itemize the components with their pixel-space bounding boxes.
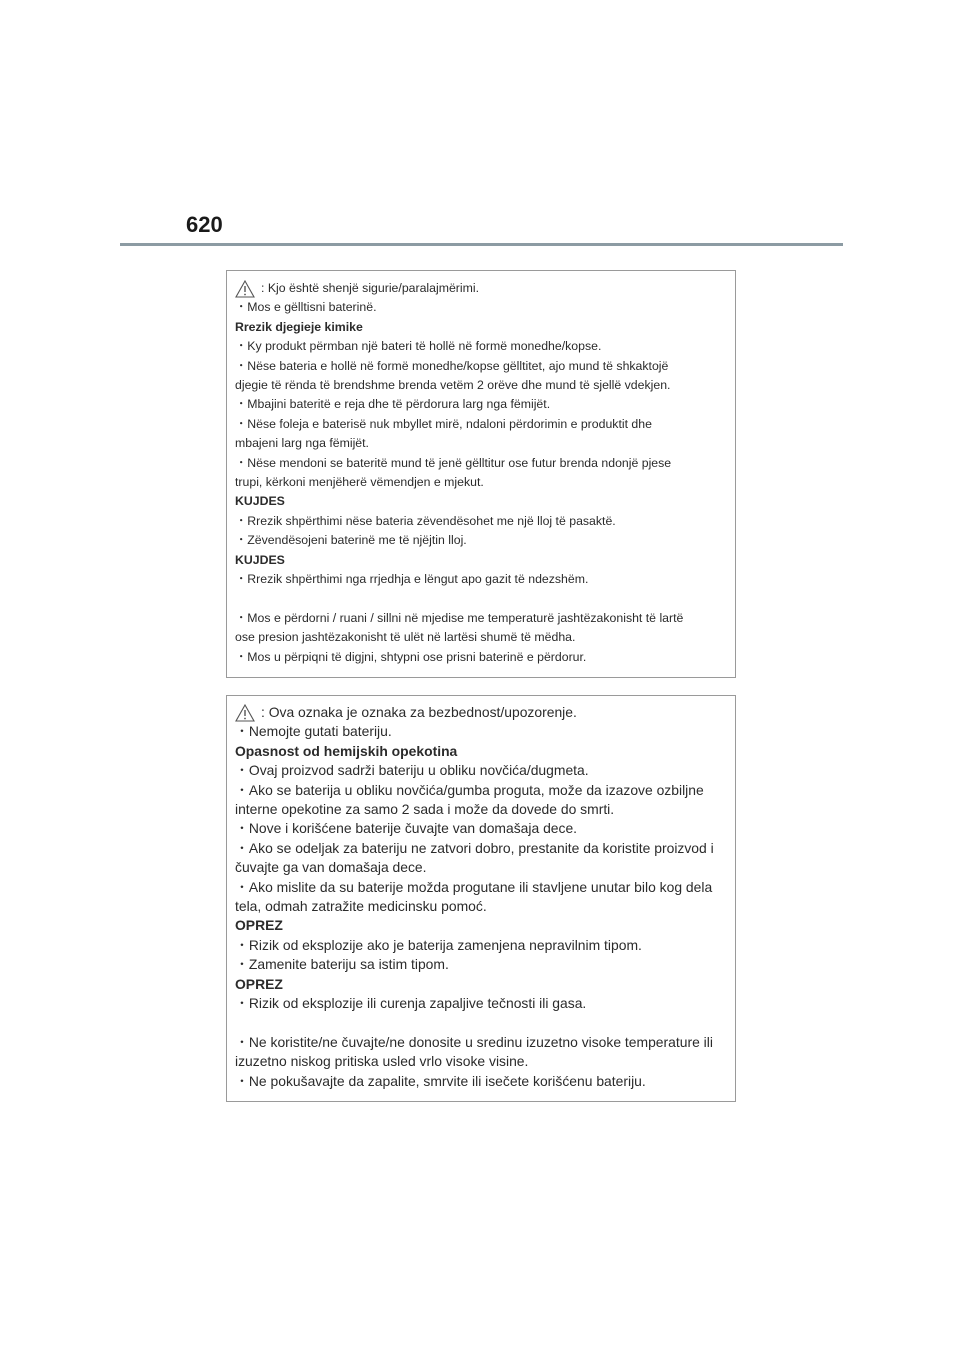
section-heading: OPREZ [235,917,283,934]
text-line: ・Mbajini bateritë e reja dhe të përdorura larg nga fëmijët. [235,397,551,412]
warning-header [235,703,735,722]
page-number: 620 [186,212,223,237]
warning-line-text: : Ova oznaka je oznaka za bezbednost/upozorenje. [261,704,577,720]
text-line: ・Nëse mendoni se bateritë mund të jenë gëlltitur ose futur brenda ndonjë pjese [235,455,672,470]
text-line: ・Nemojte gutati bateriju. [235,723,392,740]
text-line: ・Nove i korišćene baterije čuvajte van domašaja dece. [235,820,578,837]
text-line: ・Nëse bateria e hollë në formë monedhe/kopse gëlltitet, ajo mund të shkaktojë [235,358,669,373]
text-line: tela, odmah zatražite medicinsku pomoć. [235,898,487,915]
text-line: ・Zamenite bateriju sa istim tipom. [235,956,449,973]
warning-box-albanian [226,270,736,678]
section-heading: Opasnost od hemijskih opekotina [235,742,458,759]
text-line: djegie të rënda të brendshme brenda vetëm 2 orëve dhe mund të sjellë vdekjen. [235,378,671,393]
text-line: ・Ako se baterija u obliku novčića/gumba proguta, može da izazove ozbiljne [235,781,704,798]
text-line: ・Rrezik shpërthimi nëse bateria zëvendësohet me një lloj të pasaktë. [235,513,616,528]
text-line: ・Ne koristite/ne čuvajte/ne donosite u sredinu izuzetno visoke temperature ili [235,1033,713,1050]
text-line: ・Mos u përpiqni të digjni, shtypni ose prisni baterinë e përdorur. [235,649,587,664]
text-line: čuvajte ga van domašaja dece. [235,859,427,876]
text-line: ・Ovaj proizvod sadrži bateriju u obliku novčića/dugmeta. [235,762,589,779]
header-rule [120,243,843,246]
text-line: ・Ne pokušavajte da zapalite, smrvite ili isečete korišćenu bateriju. [235,1072,646,1089]
warning-line-text: : Kjo është shenjë sigurie/paralajmërimi. [261,281,480,295]
text-line: ・Ako se odeljak za bateriju ne zatvori dobro, prestanite da koristite proizvod i [235,839,714,856]
warning-body [235,722,735,1091]
warning-header [235,279,735,298]
warning-box-serbian [226,695,736,1102]
warning-triangle-icon [235,280,255,298]
spacer [235,590,735,609]
text-line: ・Ako mislite da su baterije možda progutane ili stavljene unutar bilo kog dela [235,878,713,895]
text-line: interne opekotine za samo 2 sada i može da dovede do smrti. [235,801,615,818]
text-line: ・Rizik od eksplozije ili curenja zapaljive tečnosti ili gasa. [235,995,587,1012]
text-line: ・Zëvendësojeni baterinë me të njëjtin lloj. [235,533,467,548]
text-line: ・Ky produkt përmban një bateri të hollë në formë monedhe/kopse. [235,339,602,354]
warning-body [235,298,735,667]
text-line: ・Mos e gëlltisni baterinë. [235,300,377,315]
text-line: mbajeni larg nga fëmijët. [235,436,369,451]
section-heading: KUJDES [235,552,285,567]
text-line: ・Rizik od eksplozije ako je baterija zamenjena nepravilnim tipom. [235,936,642,953]
spacer [235,1014,735,1033]
section-heading: KUJDES [235,494,285,509]
section-heading: Rrezik djegieje kimike [235,319,363,334]
text-line: ・Mos e përdorni / ruani / sillni në mjedise me temperaturë jashtëzakonisht të lartë [235,610,684,625]
text-line: trupi, kërkoni menjëherë vëmendjen e mjekut. [235,475,484,490]
text-line: ose presion jashtëzakonisht të ulët në lartësi shumë të mëdha. [235,630,576,645]
warning-triangle-icon [235,704,255,722]
text-line: izuzetno niskog pritiska usled vrlo visoke visine. [235,1053,529,1070]
text-line: ・Nëse foleja e baterisë nuk mbyllet mirë, ndaloni përdorimin e produktit dhe [235,416,652,431]
text-line: ・Rrezik shpërthimi nga rrjedhja e lëngut apo gazit të ndezshëm. [235,572,589,587]
section-heading: OPREZ [235,975,283,992]
